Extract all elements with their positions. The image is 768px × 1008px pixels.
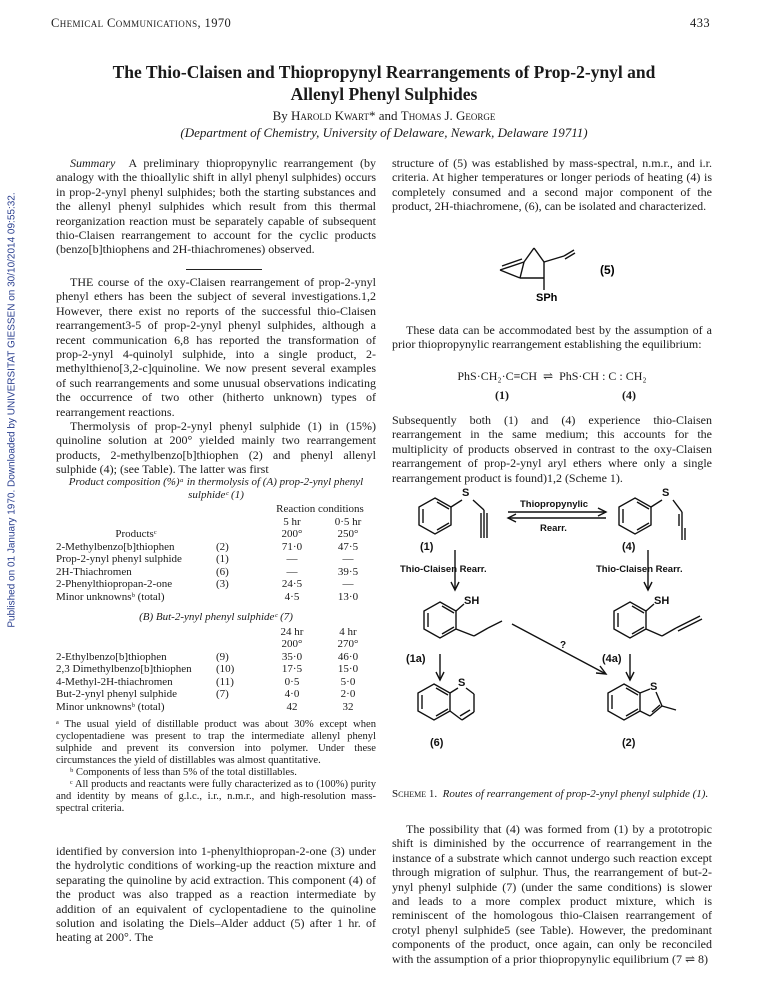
summary-text: A preliminary thiopropynylic rearrangement (by analogy with the thioallylic shift in allyl phenyl sulphides) occurs in prop-2-ynyl phenyl sulphides; both the starting substances and the allenyl phenyl sulphides which result from this thermal reorganization reaction must be separately capable of subsequent thio-Claisen rearrangement to account for the cyclic products (benzo[b]thiophens and 2H-thiachromenes) observed. [56, 156, 376, 257]
scheme-label-1: (1) [420, 541, 434, 553]
paragraph-thermolysis: Thermolysis of prop-2-ynyl phenyl sulphide (1) in (15%) quinoline solution at 200° yielded mainly two rearrangement products, 2-methylbenzo[b]thiophen (2) and phenyl allenyl sulphide (4); (see Table). The latter was first [56, 419, 376, 477]
download-watermark [4, 140, 20, 680]
summary-divider [186, 269, 262, 270]
table-row: 2-Methylbenzo[b]thiophen (2) 71·0 47·5 [56, 540, 359, 553]
scheme-caption-text: Routes of rearrangement of prop-2-ynyl phenyl sulphide (1). [442, 788, 709, 800]
equation-arrow: ⇌ [543, 369, 554, 383]
scheme-label-4a: (4a) [602, 653, 622, 665]
temp-header-1: 200° [281, 528, 303, 540]
scheme-label-6: (6) [430, 737, 444, 749]
adduct-sph-label: SPh [536, 292, 558, 304]
title-line-2: Allenyl Phenyl Sulphides [290, 84, 478, 104]
scheme-arrow-top: Thiopropynylic [520, 499, 589, 510]
by-word: By [272, 108, 288, 123]
equilibrium-equation [392, 369, 712, 404]
journal-header: Chemical Communications, 1970 [51, 16, 232, 30]
scheme-thio-claisen-right: Thio-Claisen Rearr. [596, 564, 683, 575]
table-row: But-2-ynyl phenyl sulphide (7) 4·0 2·0 [56, 688, 356, 700]
scheme-arrow-bottom: Rearr. [540, 523, 567, 534]
product-table [56, 476, 376, 815]
paragraph-intro: THE course of the oxy-Claisen rearrangement of prop-2-ynyl phenyl ethers has been the subject of several investigations.1,2 However, there exist no reports of the successful thio-Claisen rearrangement3-5 of prop-2-ynyl phenyl sulphides, although a recent communication 6,8 has reported the transformation of prop-2-ynyl 4-quinolyl sulphide, into a single product, 2-methylthieno[3,2-c]quinoline. We now present several examples of such rearrangements and some unusual observations indicating the occurrence of two other (hitherto unknown) types of rearrangement reactions. [56, 275, 376, 419]
body-right-mid [392, 323, 712, 352]
footnote-a: ᵃ The usual yield of distillable product was about 30% except when cyclopentadiene was present to trap the intermediate allenyl phenyl sulphide and prevent its conversion into polymer. Under these circumstances the yield of distillables was almost quantitative. [56, 719, 376, 766]
body-right-scheme-intro [392, 413, 712, 485]
table-caption-b: (B) But-2-ynyl phenyl sulphideᶜ (7) [139, 611, 293, 623]
summary-block [56, 156, 376, 257]
scheme-s-6: S [458, 677, 466, 689]
scheme-s-2: S [650, 681, 658, 693]
adduct-5-structure [470, 226, 670, 310]
scheme-label-1a: (1a) [406, 653, 426, 665]
author-2: Thomas J. George [400, 108, 496, 123]
article-title [40, 61, 728, 105]
table-b [56, 626, 376, 714]
body-right-top [392, 156, 712, 214]
equation-label-4: (4) [622, 388, 636, 402]
scheme-label-4: (4) [622, 541, 636, 553]
paragraph-subsequently: Subsequently both (1) and (4) experience thio-Claisen rearrangement in the same medium; this accounts for the multiplicity of products observed in contrast to the oxy-Claisen rearrangement of prop-2-ynyl aryl ethers where only a single rearrangement product is found)1,2 (Scheme 1). [392, 413, 712, 485]
time-header-2: 0·5 hr [334, 515, 362, 528]
table-a [56, 503, 376, 603]
summary-label: Summary [70, 156, 116, 170]
temp-header-b1: 200° [281, 638, 303, 650]
table-row: 4-Methyl-2H-thiachromen (11) 0·5 5·0 [56, 675, 356, 688]
equation-right: PhS·CH : C : CH₂ [559, 369, 647, 383]
temp-header-b2: 270° [337, 638, 359, 650]
table-row: Prop-2-ynyl phenyl sulphide (1) — — [56, 553, 354, 565]
scheme-s-4: S [662, 487, 670, 499]
body-left-bottom [56, 844, 376, 945]
page-number: 433 [690, 16, 710, 30]
download-watermark-text: Published on 01 January 1970. Downloaded by UNIVERSITAT GIESSEN on 30/10/2014 09:55:32. [6, 192, 18, 628]
reaction-conditions-header: Reaction conditions [276, 503, 364, 515]
body-left-top [56, 275, 376, 477]
time-header-b2: 4 hr [339, 625, 357, 638]
paragraph-identification: identified by conversion into 1-phenylthiopropan-2-one (3) under the hydrolytic conditions of working-up the reaction mixture and separating the quinoline by acid extraction. This component (4) of the product was also trapped as a reaction intermediate by addition of an equivalent of cyclopentadiene to the quinoline solution and isolating the Diels–Alder adduct (5) after 1 hr. of heating at 200°. The [56, 844, 376, 945]
author-line [40, 108, 728, 124]
paragraph-structure: structure of (5) was established by mass-spectral, n.m.r., and i.r. criteria. At higher temperatures or longer periods of heating (4) is completely consumed and a second major component of the product, 2H-thiachromene, (6), can be isolated and characterized. [392, 156, 712, 214]
scheme-s-1: S [462, 487, 470, 499]
table-caption-a: Product composition (%)ᵃ in thermolysis of (A) prop-2-ynyl phenyl sulphideᶜ (1) [68, 476, 364, 501]
scheme-question-mark: ? [560, 640, 567, 651]
footnote-c: ᶜ All products and reactants were fully characterized as to (100%) purity and identity by means of g.l.c., i.r., n.m.r., and high-resolution mass-spectral criteria. [56, 779, 376, 814]
table-row: 2-Ethylbenzo[b]thiophen (9) 35·0 46·0 [56, 650, 359, 663]
scheme-sh-1a: SH [464, 595, 480, 607]
table-row: Minor unknownsᵇ (total) 42 32 [56, 700, 354, 713]
author-1: Harold Kwart* [291, 108, 376, 123]
products-header: Productsᶜ [115, 528, 157, 540]
and-word: and [378, 108, 398, 123]
table-row: 2H-Thiachromen (6) — 39·5 [56, 565, 359, 578]
affiliation: (Department of Chemistry, University of Delaware, Newark, Delaware 19711) [180, 125, 588, 140]
table-footnotes [56, 719, 376, 815]
footnote-b: ᵇ Components of less than 5% of the total distillables. [70, 767, 297, 778]
table-row: 2-Phenylthiopropan-2-one (3) 24·5 — [56, 578, 354, 590]
scheme-1-diagram [400, 478, 730, 776]
scheme-caption [392, 788, 712, 801]
temp-header-2: 250° [337, 528, 359, 540]
body-right-bottom [392, 822, 712, 966]
scheme-thio-claisen-left: Thio-Claisen Rearr. [400, 564, 487, 575]
scheme-caption-label: Scheme 1. [392, 788, 438, 800]
time-header-b1: 24 hr [280, 625, 304, 638]
paragraph-prototropic: The possibility that (4) was formed from (1) by a prototropic shift is diminished by the occurrence of rearrangement in the instance of a substrate which cannot undergo such reaction except through migration of sulphur. Thus, the rearrangement of but-2-ynyl phenyl sulphide (7) (under the same conditions) is slower and leads to a more complex product mixture, which is reminiscent of the homologous thio-Claisen rearrangement of crotyl phenyl sulphide5 (see Table). However, the predominant components of the product, once again, can only be reconciled with the assumption of a prior thiopropynylic equilibrium (7 ⇌ 8) [392, 822, 712, 966]
time-header-1: 5 hr [283, 515, 301, 528]
table-row: Minor unknownsᵇ (total) 4·5 13·0 [56, 590, 359, 603]
equation-left: PhS·CH₂·C≡CH [457, 369, 538, 383]
equation-label-1: (1) [495, 388, 509, 402]
adduct-label: (5) [600, 263, 615, 277]
table-row: 2,3 Dimethylbenzo[b]thiophen (10) 17·5 15·0 [56, 663, 359, 675]
scheme-label-2: (2) [622, 737, 636, 749]
paragraph-equilibrium: These data can be accommodated best by the assumption of a prior thiopropynylic rearrangement establishing the equilibrium: [392, 323, 712, 352]
scheme-sh-4a: SH [654, 595, 670, 607]
title-line-1: The Thio-Claisen and Thiopropynyl Rearrangements of Prop-2-ynyl and [112, 62, 656, 82]
